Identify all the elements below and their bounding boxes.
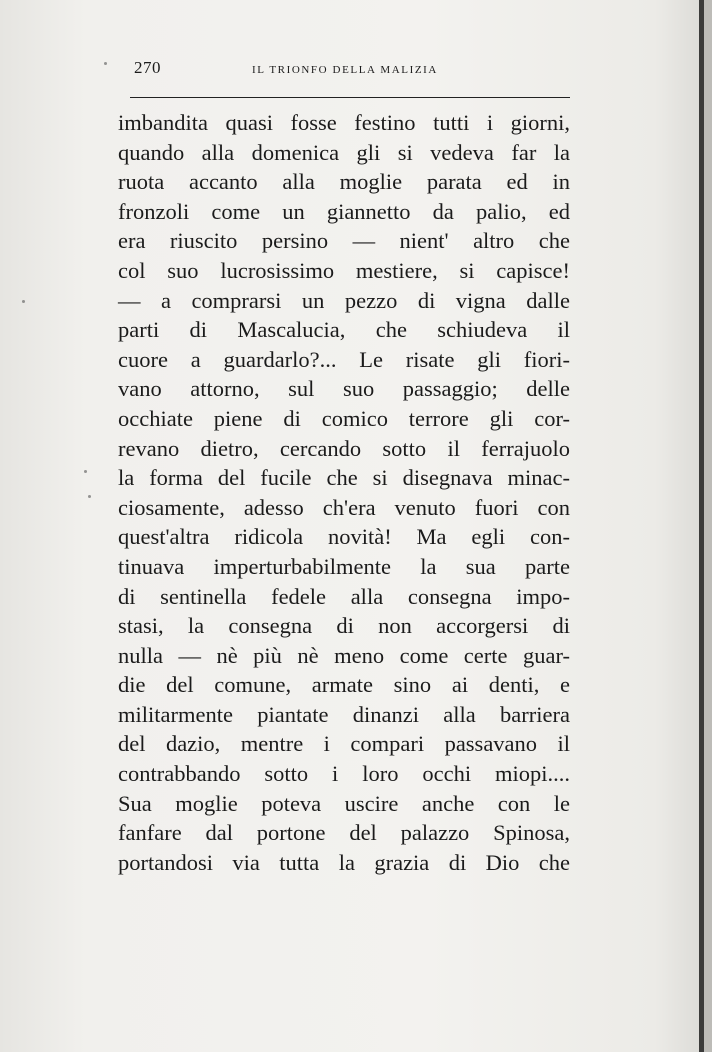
text-line: stasi, la consegna di non accorgersi di	[118, 613, 570, 639]
body-text	[118, 108, 570, 877]
text-line: fronzoli come un giannetto da palio, ed	[118, 198, 570, 224]
text-line: tinuava imperturbabilmente la sua parte	[118, 553, 570, 579]
text-line: militarmente piantate dinanzi alla barriera	[118, 701, 570, 727]
text-line: vano attorno, sul suo passaggio; delle	[118, 376, 570, 402]
text-line: ruota accanto alla moglie parata ed in	[118, 169, 570, 195]
text-line: imbandita quasi fosse festino tutti i giorni,	[118, 110, 570, 135]
text-line: col suo lucrosissimo mestiere, si capisce!	[118, 257, 570, 283]
text-line: ciosamente, adesso ch'era venuto fuori con	[118, 494, 570, 520]
paper-speck	[84, 470, 87, 473]
text-line: revano dietro, cercando sotto il ferrajuolo	[118, 435, 570, 461]
text-line: — a comprarsi un pezzo di vigna dalle	[118, 287, 570, 313]
text-line: cuore a guardarlo?... Le risate gli fiori-	[118, 346, 570, 372]
running-title: IL TRIONFO DELLA MALIZIA	[252, 64, 438, 76]
paper-speck	[104, 62, 107, 65]
text-line: quest'altra ridicola novità! Ma egli con-	[118, 524, 570, 550]
text-line: die del comune, armate sino ai denti, e	[118, 672, 570, 698]
paper-speck	[22, 300, 25, 303]
text-line: fanfare dal portone del palazzo Spinosa,	[118, 820, 570, 846]
text-line: la forma del fucile che si disegnava minac-	[118, 465, 570, 491]
text-line: contrabbando sotto i loro occhi miopi....	[118, 761, 570, 787]
text-line: parti di Mascalucia, che schiudeva il	[118, 317, 570, 343]
page-gutter-shadow	[704, 0, 712, 1052]
page-edge	[699, 0, 704, 1052]
text-line: di sentinella fedele alla consegna impo-	[118, 583, 570, 609]
text-line: portandosi via tutta la grazia di Dio che	[118, 849, 570, 875]
text-line: quando alla domenica gli si vedeva far la	[118, 139, 570, 165]
text-line: nulla — nè più nè meno come certe guar-	[118, 642, 570, 668]
paper-speck	[88, 495, 91, 498]
text-line: occhiate piene di comico terrore gli cor-	[118, 405, 570, 431]
page-header	[134, 58, 568, 86]
header-rule	[130, 97, 570, 98]
text-line: Sua moglie poteva uscire anche con le	[118, 790, 570, 816]
text-line: del dazio, mentre i compari passavano il	[118, 731, 570, 757]
page-number: 270	[134, 58, 161, 77]
text-line: era riuscito persino — nient' altro che	[118, 228, 570, 254]
